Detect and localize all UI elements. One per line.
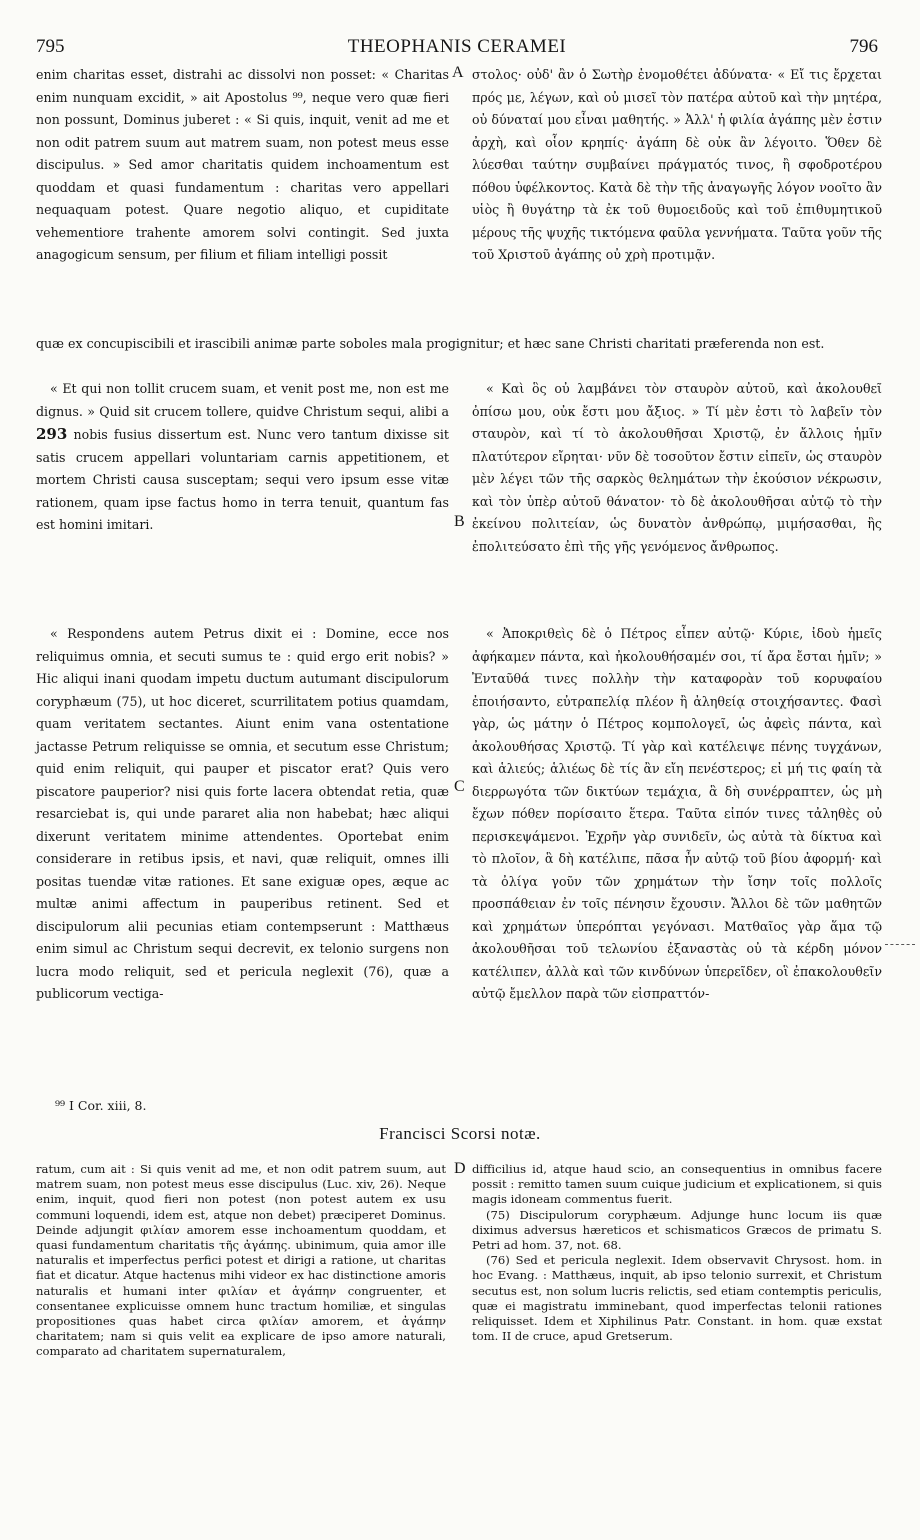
section-marker-a: A (452, 64, 464, 81)
note-76: (76) Sed et pericula neglexit. Idem observavit Chrysost. hom. in hoc Evang. : Matthæus, inquit, ab ipso telonio surrexit, et Christum secutus est, non solum lucris relictis, sed etiam contemptis periculis, quæ ei magistratu imminebant, quod imperfectas telonii rationes reliquisset. Idem et Xiphilinus Patr. Constant. in hom. quæ exstat tom. II de cruce, apud Gretserum. (472, 1253, 882, 1344)
note-paragraph: difficilius id, atque haud scio, an consequentius in omnibus facere possit : remitto tamen suum cuique judicium et explicationem, si quis magis idoneam commentus fuerit. (472, 1162, 882, 1207)
footnote: ⁹⁹ I Cor. xiii, 8. (55, 1098, 147, 1113)
notes-column-left (36, 1162, 446, 1360)
notes-title: Francisci Scorsi notæ. (379, 1124, 541, 1143)
note-75: (75) Discipulorum coryphæum. Adjunge hunc locum iis quæ diximus adversus hæreticos et schismaticos Græcos de primatu S. Petri ad hom. 37, not. 68. (472, 1207, 882, 1253)
greek-column-mid1 (472, 378, 882, 558)
latin-paragraph (36, 378, 449, 537)
latin-paragraph: enim charitas esset, distrahi ac dissolvi non posset: « Charitas enim nunquam excidit, » ait Apostolus ⁹⁹, neque vero quæ fieri non possunt, Dominus juberet : « Si quis, inquit, venit ad me et non odit patrem suum aut matrem suam, non potest meus esse discipulus. » Sed amor charitatis quidem inchoamentum est quoddam et quasi fundamentum : charitas vero appellari nequaquam potest. Quare negotio aliquo, et cupiditate vehementiore trahente amorem solvi contingit. Sed juxta anagogicum sensum, per filium et filiam intelligi possit (36, 67, 449, 262)
full-width-line: quæ ex concupiscibili et irascibili animæ parte soboles mala progignitur; et hæc sane Christi charitati præferenda non est. (36, 336, 825, 351)
latin-text: « Et qui non tollit crucem suam, et venit post me, non est me dignus. » Quid sit crucem tollere, quidve Christum sequi, alibi a (36, 381, 449, 419)
page-number-left: 795 (36, 36, 65, 57)
section-marker-d: D (454, 1160, 466, 1177)
running-title: THEOPHANIS CERAMEI (347, 36, 567, 57)
notes-column-right (472, 1162, 882, 1344)
latin-column-top (36, 64, 449, 267)
section-marker-b: B (454, 513, 465, 530)
note-paragraph: ratum, cum ait : Si quis venit ad me, et non odit patrem suum, aut matrem suam, non potest meus esse discipulus (Luc. xiv, 26). Neque enim, inquit, quod fieri non potest (non potest autem ex usu communi loquendi, idem est, atque non debet) præciperet Dominus. Deinde adjungit φιλίαν amorem esse inchoamentum quoddam, et quasi fundamentum charitatis τῆς ἀγάπης. ubinimum, quia amor ille naturalis et imperfectus perfici potest et dirigi a ratione, ut charitas fiat et dicatur. Atque hactenus mihi videor ex hac distinctione amoris naturalis et humani inter φιλίαν et ἀγάπην congruenter, et consentanee explicuisse omnem hunc tractum homiliæ, et singulas propositiones quas habet circa φιλίαν amorem, et ἀγάπην charitatem; nam si quis velit ea explicare de ipso amore naturali, comparato ad charitatem supernaturalem, (36, 1162, 446, 1359)
page-number-right: 796 (849, 36, 878, 57)
latin-paragraph: « Respondens autem Petrus dixit ei : Domine, ecce nos reliquimus omnia, et secuti sumus te : quid ergo erit nobis? » Hic aliqui inani quodam impetu ductum autumant discipulorum coryphæum (75), ut hoc diceret, scurrilitatem potius quamdam, quam veritatem sectantes. Aiunt enim vana ostentatione jactasse Petrum reliquisse se omnia, et secutum esse Christum; quid enim reliquit, qui pauper et piscator erat? Quis vero piscatore pauperior? nisi quis forte lacera obtendat retia, quæ resarciebat is, qui unde pararet alia non habebat; hæc aliqui dixerunt veritatem minime attendentes. Oportebat enim considerare in retibus ipsis, et navi, quæ reliquit, omnes illi positas tuendæ vitæ rationes. Et sane exiguæ opes, æque ac multæ animi affectum in pauperibus retinent. Sed et discipulorum alii pecunias etiam contempserunt : Matthæus enim simul ac Christum sequi decrevit, ex telonio surgens non lucra modo reliquit, sed et pericula neglexit (76), quæ a publicorum vectiga- (36, 626, 449, 1001)
section-marker-c: C (454, 778, 465, 795)
greek-column-mid2 (472, 623, 882, 1006)
greek-paragraph: « Ἀποκριθεὶς δὲ ὁ Πέτρος εἶπεν αὐτῷ· Κύριε, ἰδοὺ ἡμεῖς ἀφήκαμεν πάντα, καὶ ἠκολουθήσαμέν σοι, τί ἄρα ἔσται ἡμῖν; » Ἐνταῦθά τινες πολλὴν τὴν καταφορὰν τοῦ κορυφαίου ἐποιήσαντο, εὐτραπελίᾳ πλέον ἢ ἀληθείᾳ στοιχήσαντες. Φασὶ γὰρ, ὡς μάτην ὁ Πέτρος κομπολογεῖ, ὡς ἀφεὶς πάντα, καὶ ἀκολουθήσας Χριστῷ. Τί γὰρ καὶ κατέλειψε πένης τυγχάνων, καὶ ἁλιεύς; ἁλιέως δὲ τίς ἂν εἴη πενέστερος; εἰ μή τις φαίη τὰ διερρωγότα τῶν δικτύων τεμάχια, ἃ δὴ συνέρραπτεν, ὡς μὴ ἔχων πόθεν πορίσαιτο ἕτερα. Ταῦτα εἰπόν τινες τἀληθὲς οὐ περισκεψάμενοι. Ἐχρῆν γὰρ συνιδεῖν, ὡς αὐτὰ τὰ δίκτυα καὶ τὸ πλοῖον, ἃ δὴ κατέλιπε, πᾶσα ἦν αὐτῷ τοῦ βίου ἀφορμή· καὶ τὰ ὀλίγα γοῦν τῶν χρημάτων τὴν ἴσην τοῖς πολλοῖς προσπάθειαν ἐν τοῖς πένησιν ἔχουσιν. Ἄλλοι δὲ τῶν μαθητῶν καὶ χρημάτων ὑπερόπται γεγόνασι. Ματθαῖος γὰρ ἅμα τῷ ἀκολουθῆσαι τοῦ τελωνίου ἐξαναστὰς οὐ τὰ κέρδη μόνον κατέλιπεν, ἀλλὰ καὶ τῶν κινδύνων ὑπερεῖδεν, οἳ ἐπακολουθεῖν αὐτῷ ἔμελλον παρὰ τῶν εἰσπραττόν- (472, 626, 882, 1001)
running-header (36, 36, 878, 62)
latin-column-mid1 (36, 378, 449, 537)
latin-column-mid2 (36, 623, 449, 1006)
margin-dash (885, 944, 915, 945)
greek-column-top (472, 64, 882, 267)
greek-paragraph: « Καὶ ὃς οὐ λαμβάνει τὸν σταυρὸν αὐτοῦ, καὶ ἀκολουθεῖ ὀπίσω μου, οὐκ ἔστι μου ἄξιος. » Τί μὲν ἐστι τὸ λαβεῖν τὸν σταυρὸν, καὶ τί τὸ ἀκολουθῆσαι Χριστῷ, ἐν ἄλλοις ἡμῖν πλατύτερον εἴρηται· νῦν δὲ τοσοῦτον ἔστιν εἰπεῖν, ὡς σταυρὸν μὲν λέγει τῶν τῆς σαρκὸς θελημάτων τὴν ἑκούσιον νέκρωσιν, καὶ τὸν ὑπὲρ αὐτοῦ θάνατον· τὸ δὲ ἀκολουθῆσαι αὐτῷ τὸ τὴν ἐκείνου πολιτείαν, ὡς δυνατὸν ἀνθρώπῳ, μιμήσασθαι, ἣς ἐπολιτεύσατο ἐπὶ τῆς γῆς γενόμενος ἄνθρωπος. (472, 381, 882, 554)
latin-text: nobis fusius dissertum est. Nunc vero tantum dixisse sit satis crucem appellari voluntariam carnis appetitionem, et mortem Christi causa susceptam; sequi vero ipsum esse vitæ rationem, quam ipse factus homo in terra tenuit, quantum fas est homini imitari. (36, 427, 449, 532)
column-number: 293 (36, 425, 68, 443)
greek-paragraph: στολος· οὐδ' ἂν ὁ Σωτὴρ ἐνομοθέτει ἀδύνατα· « Εἴ τις ἔρχεται πρός με, λέγων, καὶ οὐ μισεῖ τὸν πατέρα αὐτοῦ καὶ τὴν μητέρα, οὐ δύναταί μου εἶναι μαθητής. » Ἀλλ' ἡ φιλία ἀγάπης μὲν ἐστιν ἀρχὴ, καὶ οἷον κρηπίς· ἀγάπη δὲ οὐκ ἂν λέγοιτο. Ὅθεν δὲ λύεσθαι ταύτην συμβαίνει πράγματός τινος, ἢ σφοδροτέρου πόθου ὑφέλκοντος. Κατὰ δὲ τὴν τῆς ἀναγωγῆς λόγον νοοῖτο ἂν υἱὸς ἢ θυγάτηρ τὰ ἐκ τοῦ θυμοειδοῦς καὶ τοῦ ἐπιθυμητικοῦ μέρους τῆς ψυχῆς τικτόμενα φαῦλα γεννήματα. Ταῦτα γοῦν τῆς τοῦ Χριστοῦ ἀγάπης οὐ χρὴ προτιμᾷν. (472, 67, 882, 262)
